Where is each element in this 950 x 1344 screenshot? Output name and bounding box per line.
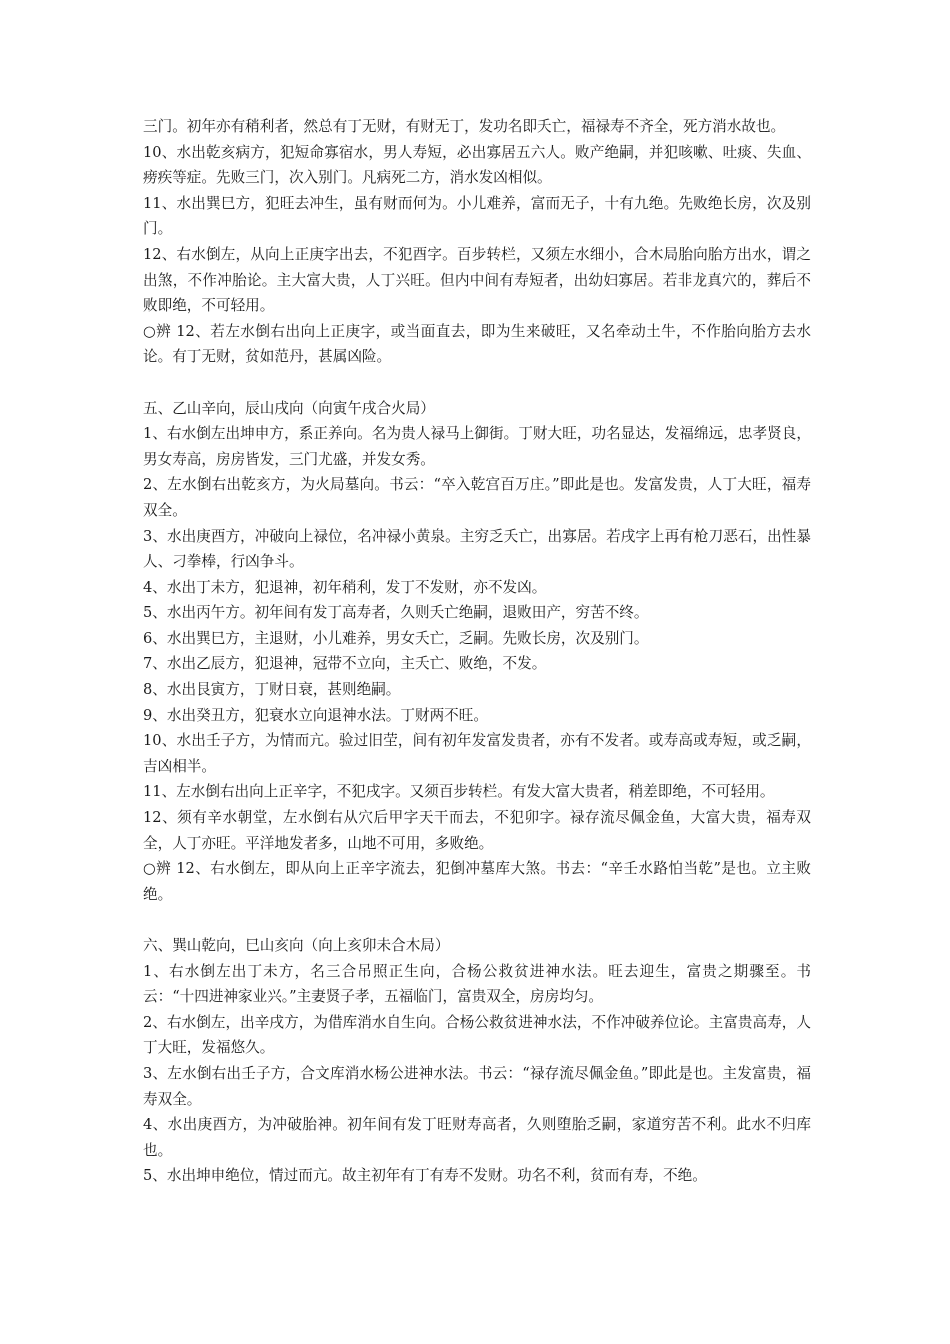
paragraph: ○辨 12、若左水倒右出向上正庚字，或当面直去，即为生来破旺，又名牵动土牛，不作胎向胎方去水论。有丁无财，贫如范丹，甚属凶险。 — [143, 322, 811, 366]
paragraph: ○辨 12、右水倒左，即从向上正辛字流去，犯倒冲墓库大煞。书去：“辛壬水路怕当乾”是也。立主败绝。 — [143, 860, 811, 903]
paragraph: 5、水出丙午方。初年间有发丁高寿者，久则夭亡绝嗣，退败田产，穷苦不终。 — [143, 604, 649, 622]
paragraph: 6、水出巽巳方，主退财，小儿难养，男女夭亡，乏嗣。先败长房，次及别门。 — [143, 629, 649, 647]
paragraph: 三门。初年亦有稍利者，然总有丁无财，有财无丁，发功名即夭亡，福禄寿不齐全，死方消水故也。 — [143, 118, 786, 135]
paragraph: 8、水出艮寅方，丁财日衰，甚则绝嗣。 — [143, 681, 401, 699]
paragraph: 10、水出壬子方，为情而亢。验过旧茔，间有初年发富发贵者，亦有不发者。或寿高或寿短，或乏嗣，吉凶相半。 — [143, 732, 811, 775]
paragraph: 2、左水倒右出乾亥方，为火局墓向。书云：“卒入乾宫百万庄。”即此是也。发富发贵，人丁大旺，福寿双全。 — [143, 476, 811, 519]
paragraph: 11、左水倒右出向上正辛字，不犯戌字。又须百步转栏。有发大富大贵者，稍差即绝，不可轻用。 — [143, 783, 775, 801]
paragraph: 7、水出乙辰方，犯退神，冠带不立向，主夭亡、败绝，不发。 — [143, 655, 547, 673]
paragraph: 4、水出庚酉方，为冲破胎神。初年间有发丁旺财寿高者，久则堕胎乏嗣，家道穷苦不利。此水不归库也。 — [143, 1116, 811, 1159]
paragraph: 5、水出坤申绝位，情过而亢。故主初年有丁有寿不发财。功名不利，贫而有寿，不绝。 — [143, 1167, 707, 1185]
paragraph: 9、水出癸丑方，犯衰水立向退神水法。丁财两不旺。 — [143, 706, 488, 724]
paragraph: 1、右水倒左出坤申方，系正养向。名为贵人禄马上御街。丁财大旺，功名显达，发福绵远，忠孝贤良，男女寿高，房房皆发，三门尤盛，并发女秀。 — [143, 425, 811, 468]
blank-line — [143, 370, 811, 396]
paragraph: 12、须有辛水朝堂，左水倒右从穴后甲字天干而去，不犯卯字。禄存流尽佩金鱼，大富大贵，福寿双全，人丁亦旺。平洋地发者多，山地不可用，多败绝。 — [143, 809, 811, 852]
section-heading: 五、乙山辛向，辰山戌向（向寅午戌合火局） — [143, 399, 435, 417]
paragraph: 4、水出丁未方，犯退神，初年稍利，发丁不发财，亦不发凶。 — [143, 578, 547, 596]
document-page — [143, 114, 811, 1189]
section-heading: 六、巽山乾向，巳山亥向（向上亥卯未合木局） — [143, 937, 450, 954]
paragraph: 2、右水倒左，出辛戌方，为借库消水自生向。合杨公救贫进神水法，不作冲破养位论。主富贵高寿，人丁大旺，发福悠久。 — [143, 1013, 811, 1057]
paragraph: 10、水出乾亥病方，犯短命寡宿水，男人寿短，必出寡居五六人。败产绝嗣，并犯咳嗽、吐痰、失血、痨疾等症。先败三门，次入别门。凡病死二方，消水发凶相似。 — [143, 143, 811, 187]
paragraph: 3、水出庚酉方，冲破向上禄位，名冲禄小黄泉。主穷乏夭亡，出寡居。若戌字上再有枪刀恶石，出性暴人、刁拳棒，行凶争斗。 — [143, 527, 811, 571]
paragraph: 12、右水倒左，从向上正庚字出去，不犯酉字。百步转栏，又须左水细小，合木局胎向胎方出水，谓之出煞，不作冲胎论。主大富大贵，人丁兴旺。但内中间有寿短者，出幼妇寡居。若非龙真穴的，葬后不败即绝，不可轻用。 — [143, 245, 811, 315]
blank-line — [143, 907, 811, 933]
paragraph: 1、右水倒左出丁未方，名三合吊照正生向，合杨公救贫进神水法。旺去迎生，富贵之期骤至。书云：“十四进神家业兴。”主妻贤子孝，五福临门，富贵双全，房房均匀。 — [143, 962, 811, 1006]
paragraph: 3、左水倒右出壬子方，合文库消水杨公进神水法。书云：“禄存流尽佩金鱼。”即此是也。主发富贵，福寿双全。 — [143, 1064, 811, 1108]
paragraph: 11、水出巽巳方，犯旺去冲生，虽有财而何为。小儿难养，富而无子，十有九绝。先败绝长房，次及别门。 — [143, 194, 811, 238]
